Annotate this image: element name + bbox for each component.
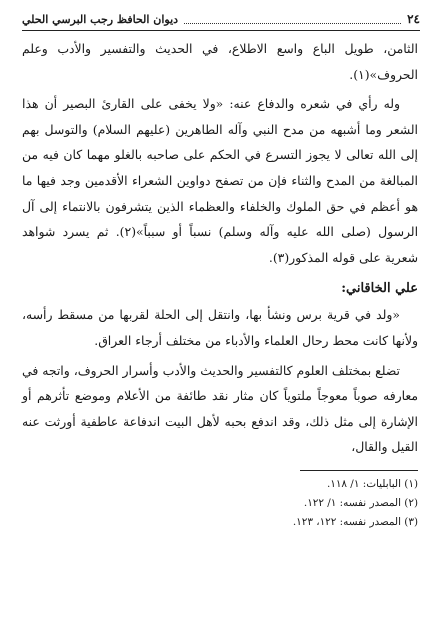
section-title: علي الخاقاني:	[341, 281, 418, 297]
footnote-item: (٢) المصدر نفسه: ١/ ١٢٢.	[303, 496, 418, 509]
paragraph-3: «ولد في قرية برس ونشأ بها، وانتقل إلى الحلة لقربها من مسقط رأسه، ولأنها كانت محط رحال العلماء والأدباء من مختلف أرجاء العراق.	[22, 307, 418, 348]
header-dotted-leader	[184, 15, 401, 24]
paragraph-1: الثامن، طويل الباع واسع الاطلاع، في الحديث والتفسير والأدب وعلم الحروف»(١).	[22, 41, 418, 82]
footnote-item: (١) البابليات: ١/ ١١٨.	[326, 477, 418, 490]
footnotes	[22, 475, 418, 532]
running-title: ديوان الحافظ رجب البرسي الحلي	[22, 12, 179, 26]
header-rule	[22, 30, 420, 31]
footnote-rule	[300, 470, 418, 471]
footnote-item: (٣) المصدر نفسه: ١٢٢، ١٢٣.	[292, 515, 418, 528]
paragraph-2: وله رأي في شعره والدفاع عنه: «ولا يخفى على القارئ البصير أن هذا الشعر وما أشبهه من مدح النبي وآله الطاهرين (عليهم السلام) والتوسل بهم إلى الله تعالى لا يجوز التسرع في الحكم على صاحبه بالغلو مهما كان فيه من المبالغة من المدح والثناء فإن من تصفح دواوين الشعراء الأقدمين وجد فيها ما هو أعظم في حق الملوك والخلفاء والعظماء الذين يتشرفون بالانتماء إلى آل الرسول (صلى الله عليه وآله وسلم) نسباً أو سبباً»(٢). ثم يسرد شواهد شعرية على قوله المذكور(٣).	[22, 96, 419, 265]
paragraph-4: تضلع بمختلف العلوم كالتفسير والحديث والأدب وأسرار الحروف، واتجه في معارفه صوباً معوجاً ملتوياً كان مثار نقد طائفة من الأعلام وموضع تأثرهم أو الإشارة إلى مثل ذلك، وقد اندفع بحبه لأهل البيت اندفاعة عاطفية أورثت عنه القيل والقال،	[22, 362, 418, 455]
running-header	[22, 10, 420, 28]
page-body	[22, 36, 418, 532]
page-number: ٢٤	[407, 12, 420, 26]
